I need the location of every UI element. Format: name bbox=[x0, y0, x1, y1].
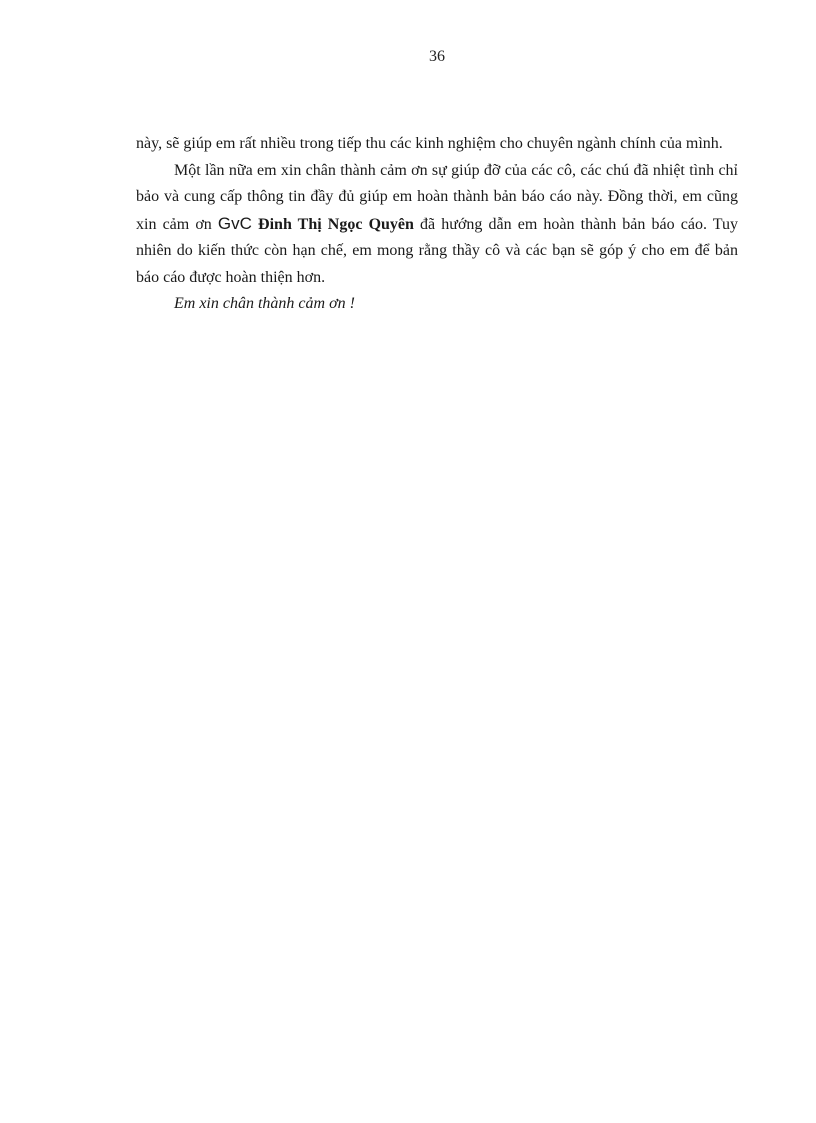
page-number: 36 bbox=[429, 48, 445, 65]
paragraph-thanks-text-start: Một lần nữa em xin chân thành cảm ơn sự giúp đỡ của các cô, các chú đã nhiệt tình chỉ bảo và cung cấp thông tin đầy đủ giúp em hoàn thành bản báo cáo này. Đồng thời, em cũng xin cảm ơn bbox=[136, 161, 738, 233]
document-body bbox=[136, 131, 738, 318]
paragraph-continuation: này, sẽ giúp em rất nhiều trong tiếp thu các kinh nghiệm cho chuyên ngành chính của mình. bbox=[136, 135, 723, 152]
paragraph-thanks-text-end: đã hướng dẫn em hoàn thành bản báo cáo. Tuy nhiên do kiến thức còn hạn chế, em mong rằng thầy cô và các bạn sẽ góp ý cho em để bản báo cáo được hoàn thiện hơn. bbox=[136, 215, 739, 286]
closing-line: Em xin chân thành cảm ơn ! bbox=[174, 295, 355, 312]
advisor-name: Đinh Thị Ngọc Quyên bbox=[258, 215, 414, 233]
paragraph-thanks bbox=[136, 158, 738, 292]
advisor-title: GvC bbox=[217, 213, 252, 233]
